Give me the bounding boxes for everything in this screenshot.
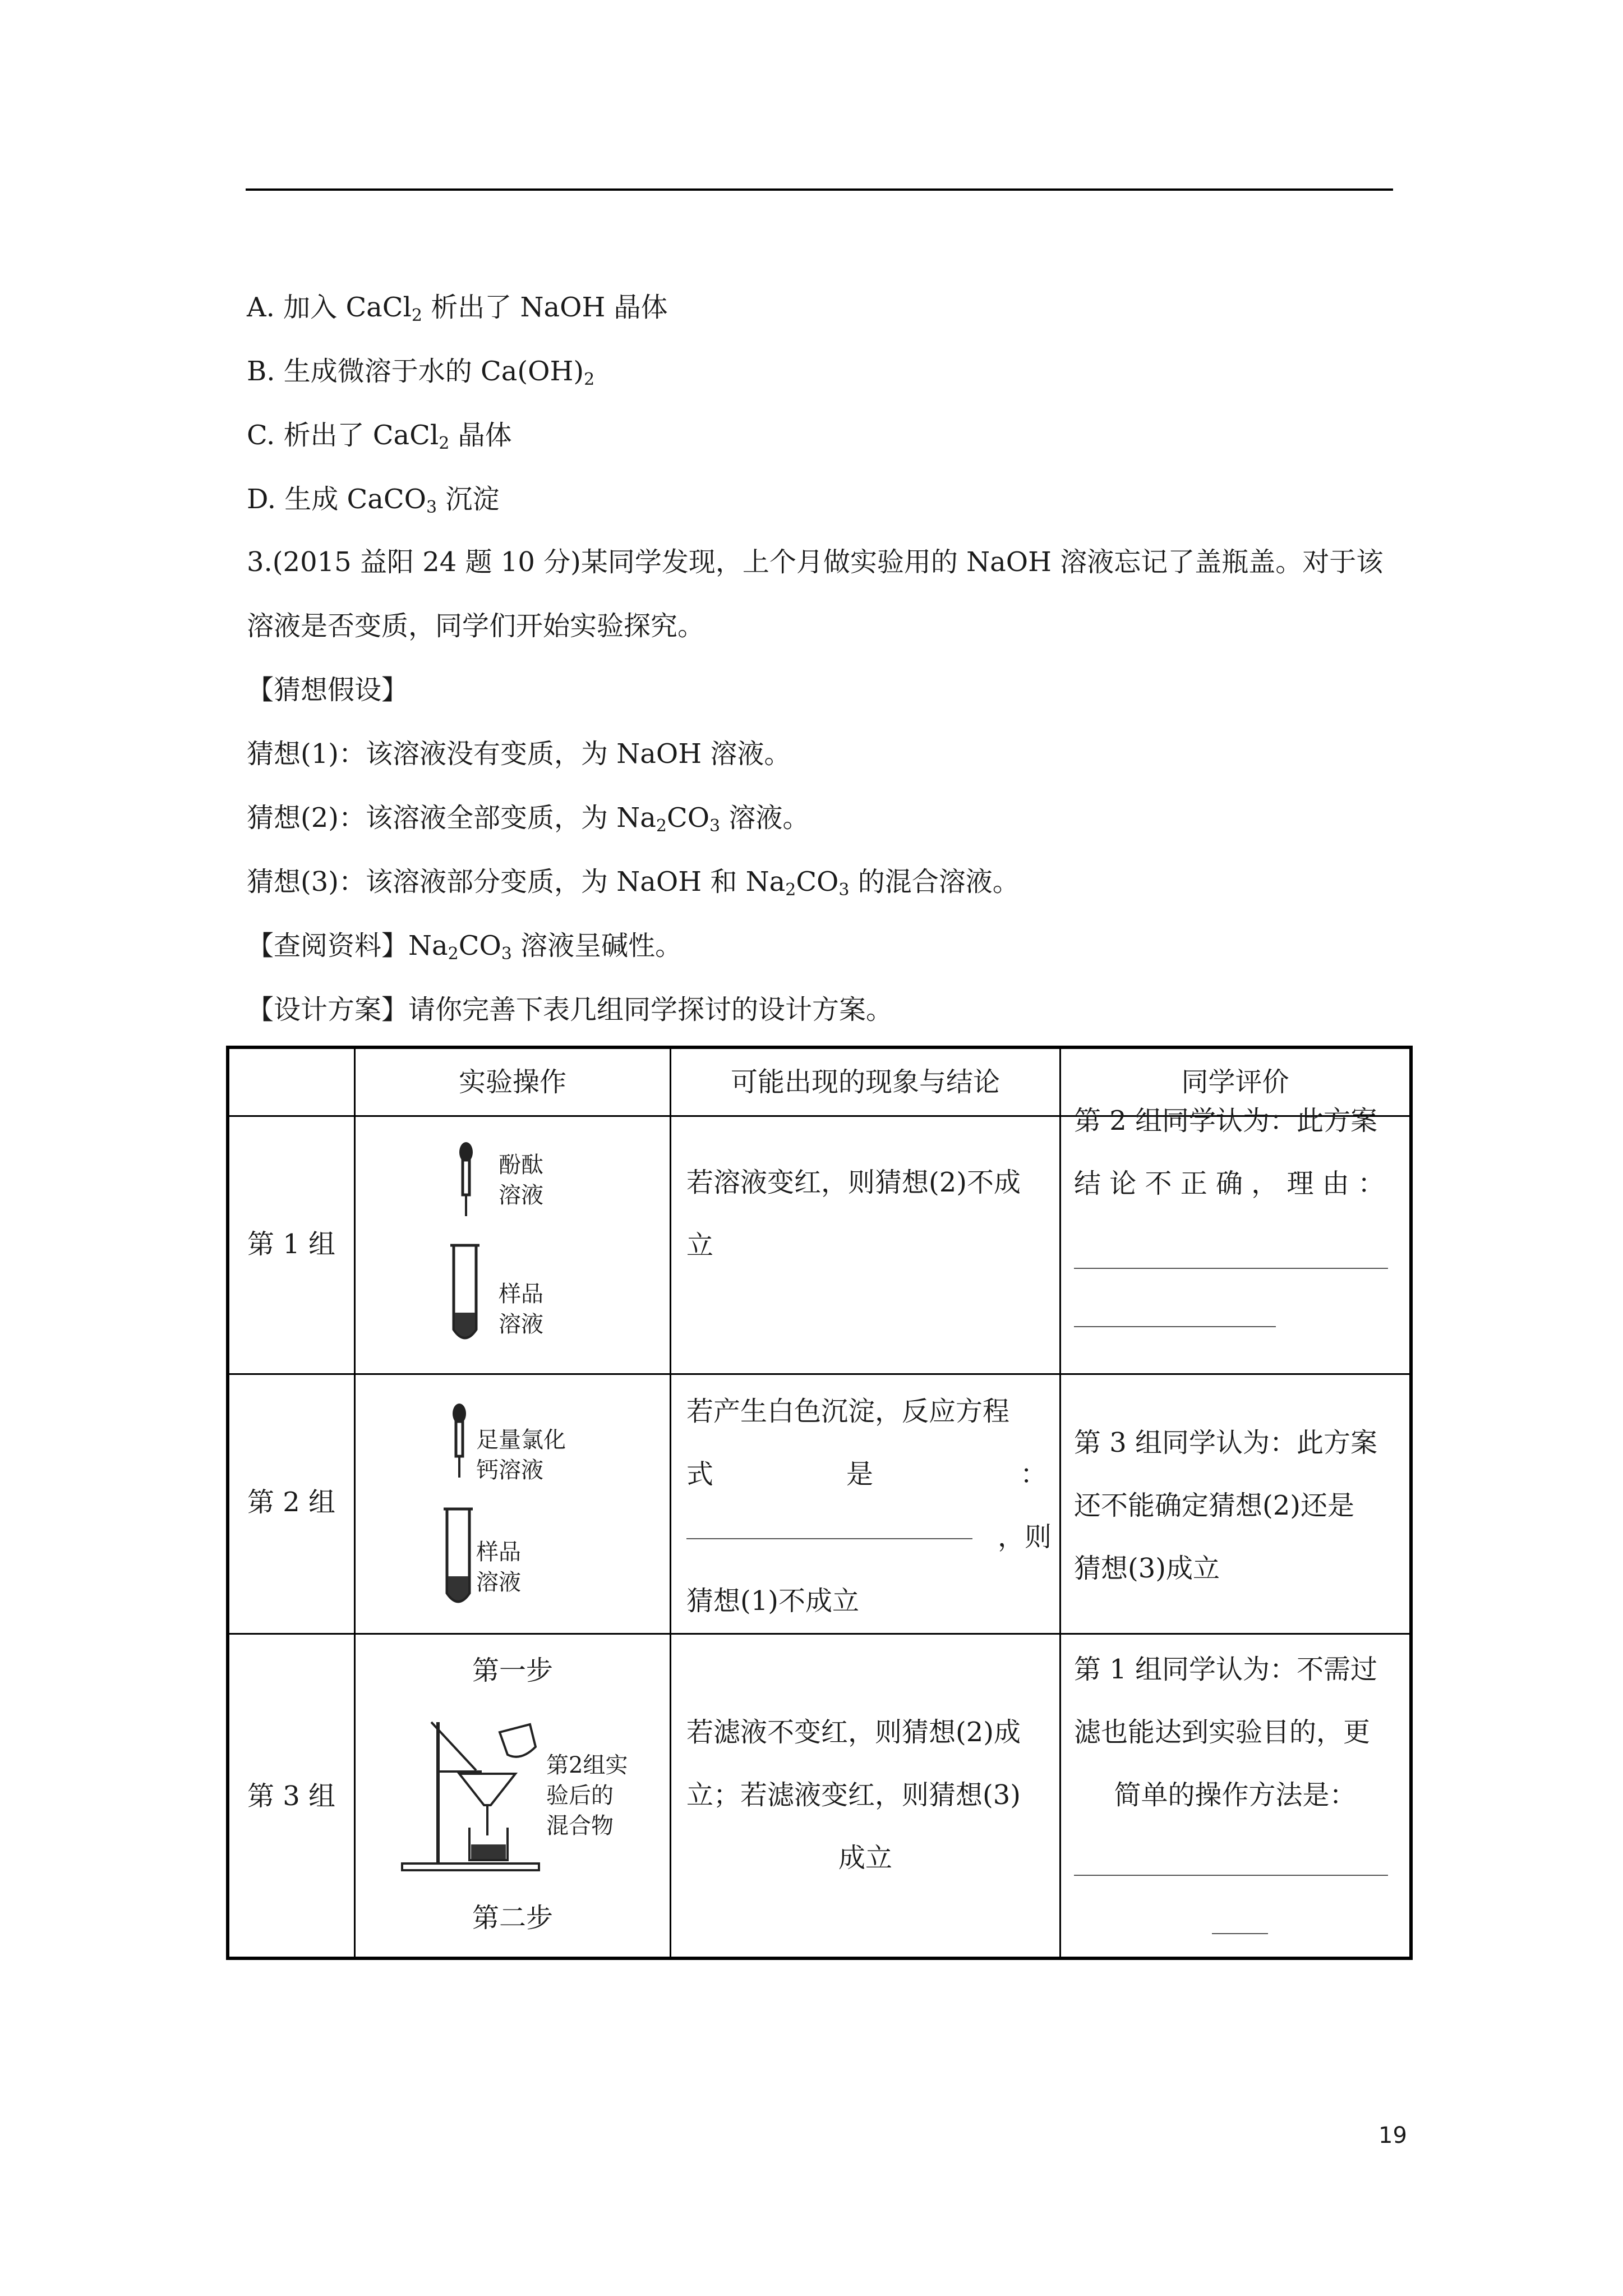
page-number: 19 — [1378, 2123, 1407, 2148]
info-reference: 【查阅资料】$Na_2CO_3$ 溶液呈碱性。 — [247, 930, 683, 964]
diagram-text: 酚酞 — [499, 1152, 543, 1178]
question-line-1: 3.(2015 益阳 24 题 10 分)某同学发现，上个月做实验用的 NaOH 溶液忘记了盖瓶盖。对于该 — [247, 546, 1384, 578]
answer-blank[interactable] — [686, 1538, 972, 1539]
option-b: B. 生成微溶于水的 $Ca(OH)_2$ — [247, 356, 595, 389]
diagram-text: 混合物 — [546, 1813, 614, 1839]
row3-phenomenon-line2: 立；若滤液变红，则猜想(3) — [686, 1779, 1021, 1811]
reagent-label — [476, 1425, 566, 1485]
diagram-text: 钙溶液 — [476, 1457, 543, 1483]
row2-phenomenon-line2c: ： — [1020, 1458, 1048, 1490]
row2-phenomenon-line1: 若产生白色沉淀，反应方程 — [686, 1396, 1010, 1427]
table-rule — [229, 1373, 1409, 1375]
answer-blank[interactable] — [1074, 1326, 1276, 1327]
question-line-2: 溶液是否变质，同学们开始实验探究。 — [247, 610, 705, 642]
diagram-text: 溶液 — [499, 1182, 543, 1208]
step-one: 第一步 — [472, 1655, 553, 1686]
diagram-text: 样品 — [476, 1539, 521, 1565]
reagent-label — [499, 1150, 543, 1211]
mixture-label — [546, 1750, 628, 1841]
design-table — [226, 1046, 1413, 1960]
diagram-text: 第2组实 — [546, 1752, 628, 1778]
diagram-text: 足量氯化 — [476, 1427, 566, 1453]
hypothesis-1: 猜想(1)：该溶液没有变质，为 NaOH 溶液。 — [247, 738, 791, 770]
table-rule — [354, 1049, 356, 1957]
header-evaluation: 同学评价 — [1181, 1066, 1289, 1098]
sample-label — [499, 1279, 543, 1340]
option-d: D. 生成 CaCO$_3$ 沉淀 — [247, 484, 500, 517]
row2-evaluation-line3: 猜想(3)成立 — [1074, 1553, 1220, 1584]
option-a: A. 加入 CaCl$_2$ 析出了 NaOH 晶体 — [247, 292, 668, 325]
row1-evaluation-line2: 结 论 不 正 确 ， 理 由 ： — [1074, 1168, 1385, 1199]
filtration-apparatus-diagram — [398, 1705, 543, 1874]
diagram-text: 验后的 — [546, 1783, 614, 1809]
row2-evaluation-line2: 还不能确定猜想(2)还是 — [1074, 1490, 1354, 1521]
header-phenomenon: 可能出现的现象与结论 — [730, 1066, 1000, 1098]
row3-evaluation-line2: 滤也能达到实验目的，更 — [1074, 1717, 1371, 1748]
section-hypothesis: 【猜想假设】 — [247, 674, 409, 706]
diagram-text: 样品 — [499, 1281, 543, 1307]
row3-phenomenon-line1: 若滤液不变红，则猜想(2)成 — [686, 1717, 1021, 1748]
row3-evaluation-line3: 简单的操作方法是： — [1114, 1779, 1357, 1811]
row1-evaluation-line1: 第 2 组同学认为：此方案 — [1074, 1105, 1378, 1137]
table-rule — [670, 1049, 671, 1957]
step-two: 第二步 — [472, 1902, 553, 1934]
option-c: C. 析出了 CaCl$_2$ 晶体 — [247, 420, 512, 453]
row3-evaluation-line1: 第 1 组同学认为：不需过 — [1074, 1654, 1378, 1685]
row1-phenomenon-line2: 立 — [686, 1230, 714, 1261]
row2-phenomenon-line4: 猜想(1)不成立 — [686, 1585, 859, 1617]
header-operation: 实验操作 — [458, 1066, 566, 1098]
diagram-text: 溶液 — [476, 1570, 521, 1595]
diagram-text: 溶液 — [499, 1312, 543, 1337]
header-rule — [246, 188, 1393, 191]
hypothesis-3: 猜想(3)：该溶液部分变质，为 NaOH 和 $Na_2CO_3$ 的混合溶液。 — [247, 866, 1020, 900]
answer-blank[interactable] — [1212, 1933, 1268, 1934]
design-plan: 【设计方案】请你完善下表几组同学探讨的设计方案。 — [247, 994, 893, 1025]
group-1-label: 第 1 组 — [247, 1228, 336, 1260]
row2-phenomenon-line2a: 式 — [686, 1458, 714, 1490]
row2-phenomenon-line2b: 是 — [846, 1458, 874, 1490]
row1-phenomenon-line1: 若溶液变红，则猜想(2)不成 — [686, 1167, 1021, 1198]
table-rule — [229, 1633, 1409, 1635]
row2-phenomenon-line3: ，则 — [998, 1521, 1052, 1553]
row3-phenomenon-line3: 成立 — [838, 1842, 892, 1874]
row2-evaluation-line1: 第 3 组同学认为：此方案 — [1074, 1427, 1378, 1458]
group-2-label: 第 2 组 — [247, 1487, 336, 1518]
sample-label — [476, 1537, 521, 1598]
group-3-label: 第 3 组 — [247, 1780, 336, 1812]
answer-blank[interactable] — [1074, 1875, 1388, 1876]
answer-blank[interactable] — [1074, 1268, 1388, 1269]
hypothesis-2: 猜想(2)：该溶液全部变质，为 $Na_2CO_3$ 溶液。 — [247, 802, 810, 836]
